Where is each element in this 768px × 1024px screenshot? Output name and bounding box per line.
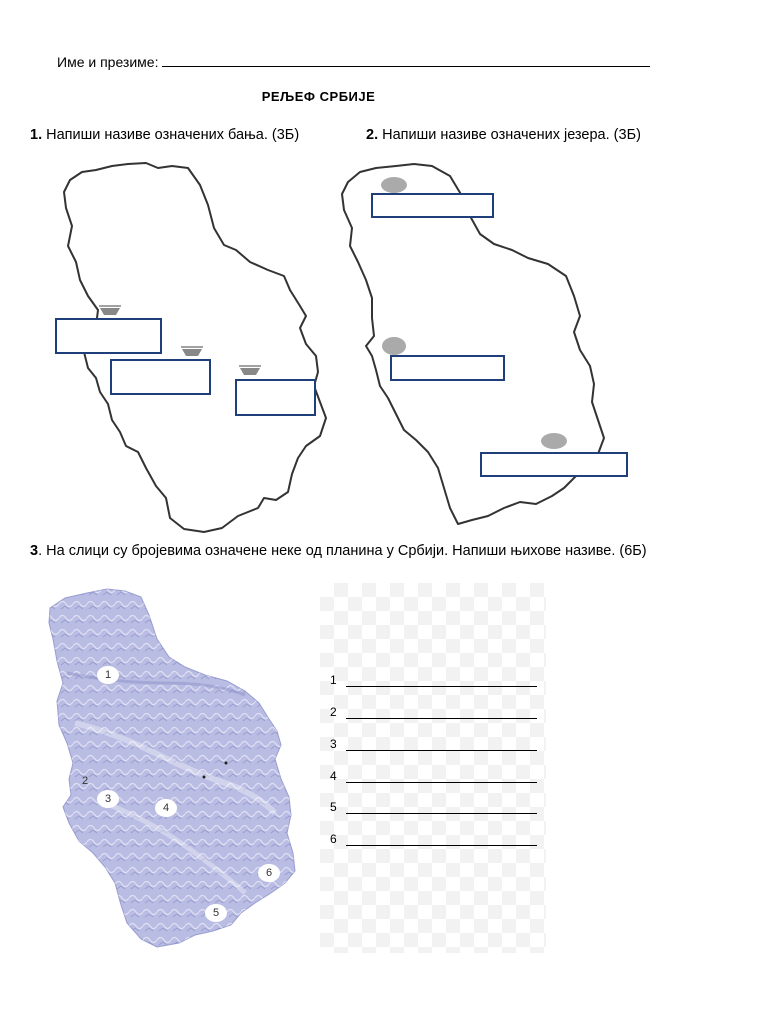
question-3-number: 3 xyxy=(30,543,39,559)
question-2-text: Напиши називе означених језера. (3Б) xyxy=(382,127,641,143)
page-title: РЕЉЕФ СРБИЈЕ xyxy=(261,89,376,104)
answer-number-1: 1 xyxy=(330,673,337,687)
name-label: Име и презиме: xyxy=(57,54,159,70)
answer-number-2: 2 xyxy=(330,705,337,719)
answer-field-5[interactable] xyxy=(346,801,537,814)
mountain-label-2: 2 xyxy=(81,775,89,787)
mountain-label-6: 6 xyxy=(258,864,280,882)
answer-field-4[interactable] xyxy=(346,770,537,783)
answer-number-5: 5 xyxy=(330,800,337,814)
mountain-label-5: 5 xyxy=(205,904,227,922)
answer-line-2[interactable] xyxy=(330,705,537,719)
answer-line-1[interactable] xyxy=(330,673,537,687)
answer-field-3[interactable] xyxy=(346,738,537,751)
question-2-number: 2. xyxy=(366,127,379,143)
question-1-number: 1. xyxy=(30,127,43,143)
answer-line-3[interactable] xyxy=(330,737,537,751)
lake-blob-icon xyxy=(382,337,406,355)
lake-blob-icon xyxy=(381,177,407,193)
answer-line-4[interactable] xyxy=(330,769,537,783)
serbia-relief-map xyxy=(45,583,328,953)
answer-field-1[interactable] xyxy=(346,674,537,687)
mountain-label-1: 1 xyxy=(97,666,119,684)
answer-number-4: 4 xyxy=(330,769,337,783)
answer-number-3: 3 xyxy=(330,737,337,751)
mountain-label-3: 3 xyxy=(97,790,119,808)
lake-answer-box-3[interactable] xyxy=(480,452,628,477)
answer-number-6: 6 xyxy=(330,832,337,846)
question-3 xyxy=(30,543,647,559)
question-3-text: . На слици су бројевима означене неке од планина у Србији. Напиши њихове називе. (6Б) xyxy=(38,543,647,559)
question-1-text: Напиши називе означених бања. (3Б) xyxy=(46,127,300,143)
answer-field-2[interactable] xyxy=(346,706,537,719)
mountain-label-4: 4 xyxy=(155,799,177,817)
lake-blob-icon xyxy=(541,433,567,449)
answer-field-6[interactable] xyxy=(346,833,537,846)
answer-line-5[interactable] xyxy=(330,800,537,814)
lake-answer-box-2[interactable] xyxy=(390,355,505,381)
answer-area-background xyxy=(320,583,546,953)
lake-answer-box-1[interactable] xyxy=(371,193,494,218)
answer-line-6[interactable] xyxy=(330,832,537,846)
